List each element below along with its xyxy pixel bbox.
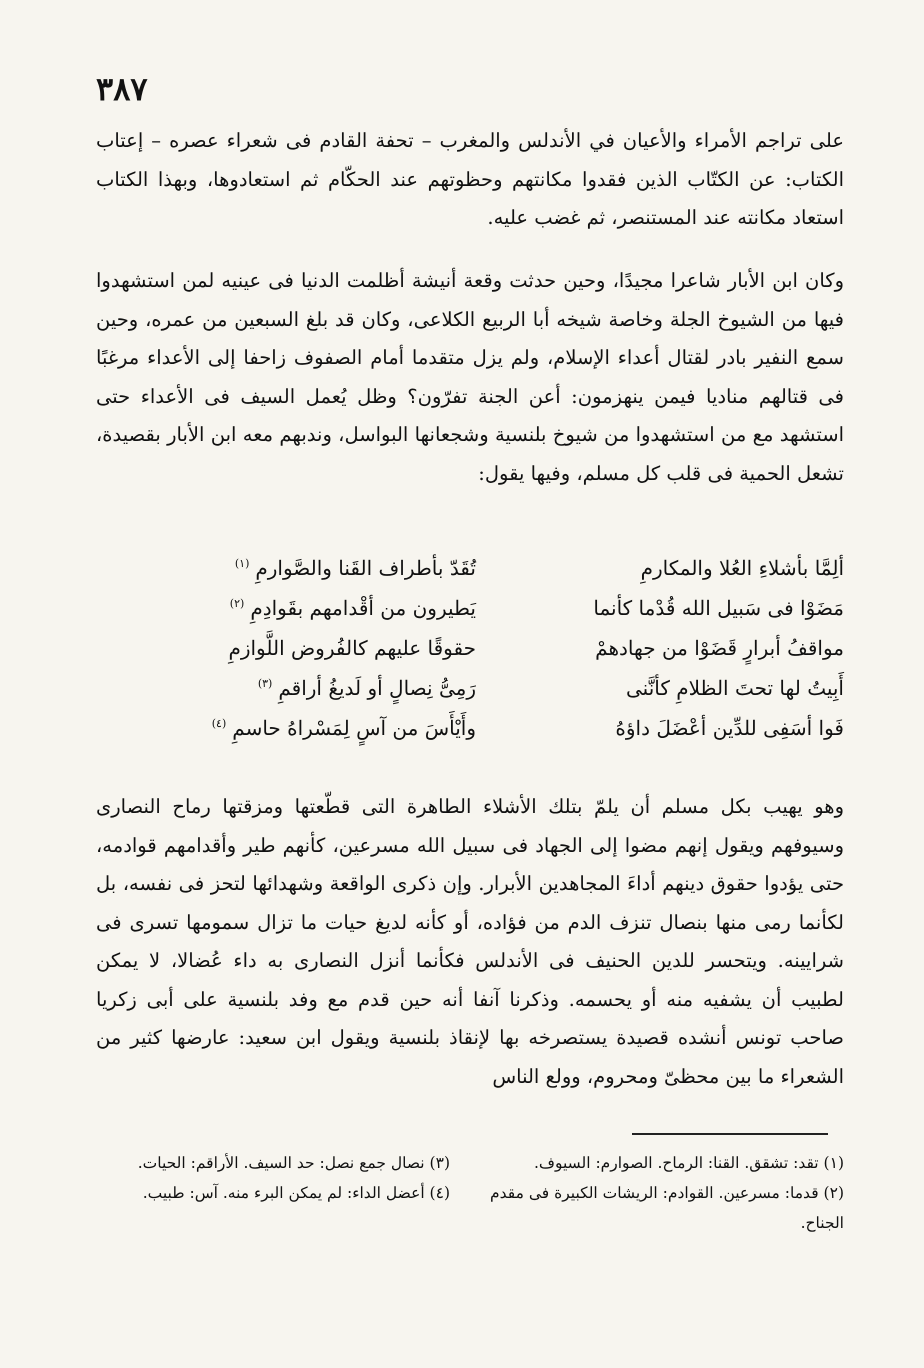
paragraph-intro: على تراجم الأمراء والأعيان في الأندلس والمغرب – تحفة القادم فى شعراء عصره – إعتاب الكتاب: عن الكتّاب الذين فقدوا مكانتهم وحظوتهم عند الحكّام ثم استعادوها، وبهذا الكتاب استعاد مكانته عند المستنصر، ثم غضب عليه. <box>96 129 844 229</box>
footnotes-right-column <box>490 1148 844 1238</box>
footnote: (٢) قدما: مسرعين. القوادم: الريشات الكبيرة فى مقدم الجناح. <box>490 1184 844 1232</box>
verse-text: حقوقًا عليهم كالفُروض اللَّوازمِ <box>228 636 476 660</box>
poem-verse <box>96 588 844 628</box>
poem-verse <box>96 668 844 708</box>
verse-text: تُقَدّ بأطراف القَنا والصَّوارمِ <box>255 556 476 580</box>
footnote: (٣) نصال جمع نصل: حد السيف. الأراقم: الحيات. <box>137 1154 450 1172</box>
paragraph-poem-commentary: وهو يهيب بكل مسلم أن يلمّ بتلك الأشلاء الطاهرة التى قطّعتها ومزقتها رماح النصارى وسيوفهم ويقول إنهم مضوا إلى الجهاد فى سبيل الله مسرعين، كأنهم طير وأقدامهم قوادمه، حتى يؤدوا حقوق دينهم أداءَ المجاهدين الأبرار. وإن ذكرى الواقعة وشهدائها لتحز فى نفسه، بل لكأنما رمى منها بنصال تنزف الدم من فؤاده، أو كأنه لديغ حيات ما تزال سمومها تسرى فى شرايينه. ويتحسر للدين الحنيف فى الأندلس فكأنما أنزل النصارى به داء عُضالا، لا يمكن لطبيب أن يشفيه منه أو يحسمه. وذكرنا آنفا أنه حين قدم مع وفد بلنسية على أبى زكريا صاحب تونس أنشده قصيدة يستصرخه بها لإنقاذ بلنسية ويقول ابن سعيد: عارضها كثير من الشعراء ما بين محظىّ ومحروم، وولع الناس <box>96 795 844 1088</box>
verse-second-hemistich <box>124 556 504 580</box>
verse-text: يَطيرون من أقْدامهم بقَوادِمِ <box>250 596 476 620</box>
verse-first-hemistich: ألِمَّا بأشلاءِ العُلا والمكارمِ <box>640 556 844 580</box>
verse-text: رَمِىُّ نِصالٍ أو لَديغُ أراقمِ <box>278 676 476 700</box>
verse-first-hemistich: مواقفُ أبرارٍ قَضَوْا من جهادهمْ <box>595 636 844 660</box>
footnote: (١) تقد: تشقق. القنا: الرماح. الصوارم: السيوف. <box>533 1154 844 1172</box>
footnote-marker: (١) <box>234 557 250 571</box>
page-number: ٣٨٧ <box>96 70 148 108</box>
footnote-marker: (٣) <box>257 677 273 691</box>
footnote: (٤) أعضل الداء: لم يمكن البرء منه. آس: طبيب. <box>142 1184 450 1202</box>
verse-second-hemistich <box>124 716 504 740</box>
footnote-marker: (٢) <box>229 597 245 611</box>
verse-first-hemistich: فَوا أسَفِى للدِّين أعْضَلَ داؤهُ <box>615 716 844 740</box>
poem-verse <box>96 628 844 668</box>
footnote-marker: (٤) <box>211 717 227 731</box>
verse-text: وأَيْأَسَ من آسٍ لِمَسْراهُ حاسمِ <box>232 716 476 740</box>
footnotes <box>96 1148 844 1238</box>
verse-first-hemistich: مَضَوْا فى سَبيل الله قُدْما كأنما <box>593 596 844 620</box>
poem-verse <box>96 548 844 588</box>
verse-first-hemistich: أَبِيتُ لها تحتَ الظلامِ كأنَّنى <box>625 676 844 700</box>
footnotes-left-column <box>96 1148 450 1238</box>
poem <box>96 548 844 748</box>
paragraph-poet-biography: وكان ابن الأبار شاعرا مجيدًا، وحين حدثت وقعة أنيشة أظلمت الدنيا فى عينيه لمن استشهدوا فيها من الشيوخ الجلة وخاصة شيخه أبا الربيع الكلاعى، وكان قد بلغ السبعين من عمره، وحين سمع النفير بادر لقتال أعداء الإسلام، ولم يزل متقدما أمام الصفوف زاحفا إلى الأعداء مرغبًا فى قتالهم مناديا فيمن ينهزمون: أعن الجنة تفرّون؟ وظل يُعمل السيف فى الأعداء حتى استشهد مع من استشهدوا من شيوخ بلنسية وشجعانها البواسل، وندبهم معه ابن الأبار بقصيدة، تشعل الحمية فى قلب كل مسلم، وفيها يقول: <box>96 269 844 485</box>
verse-second-hemistich <box>124 636 504 660</box>
poem-verse <box>96 708 844 748</box>
footnote-divider <box>632 1133 828 1135</box>
verse-second-hemistich <box>124 676 504 700</box>
verse-second-hemistich <box>124 596 504 620</box>
